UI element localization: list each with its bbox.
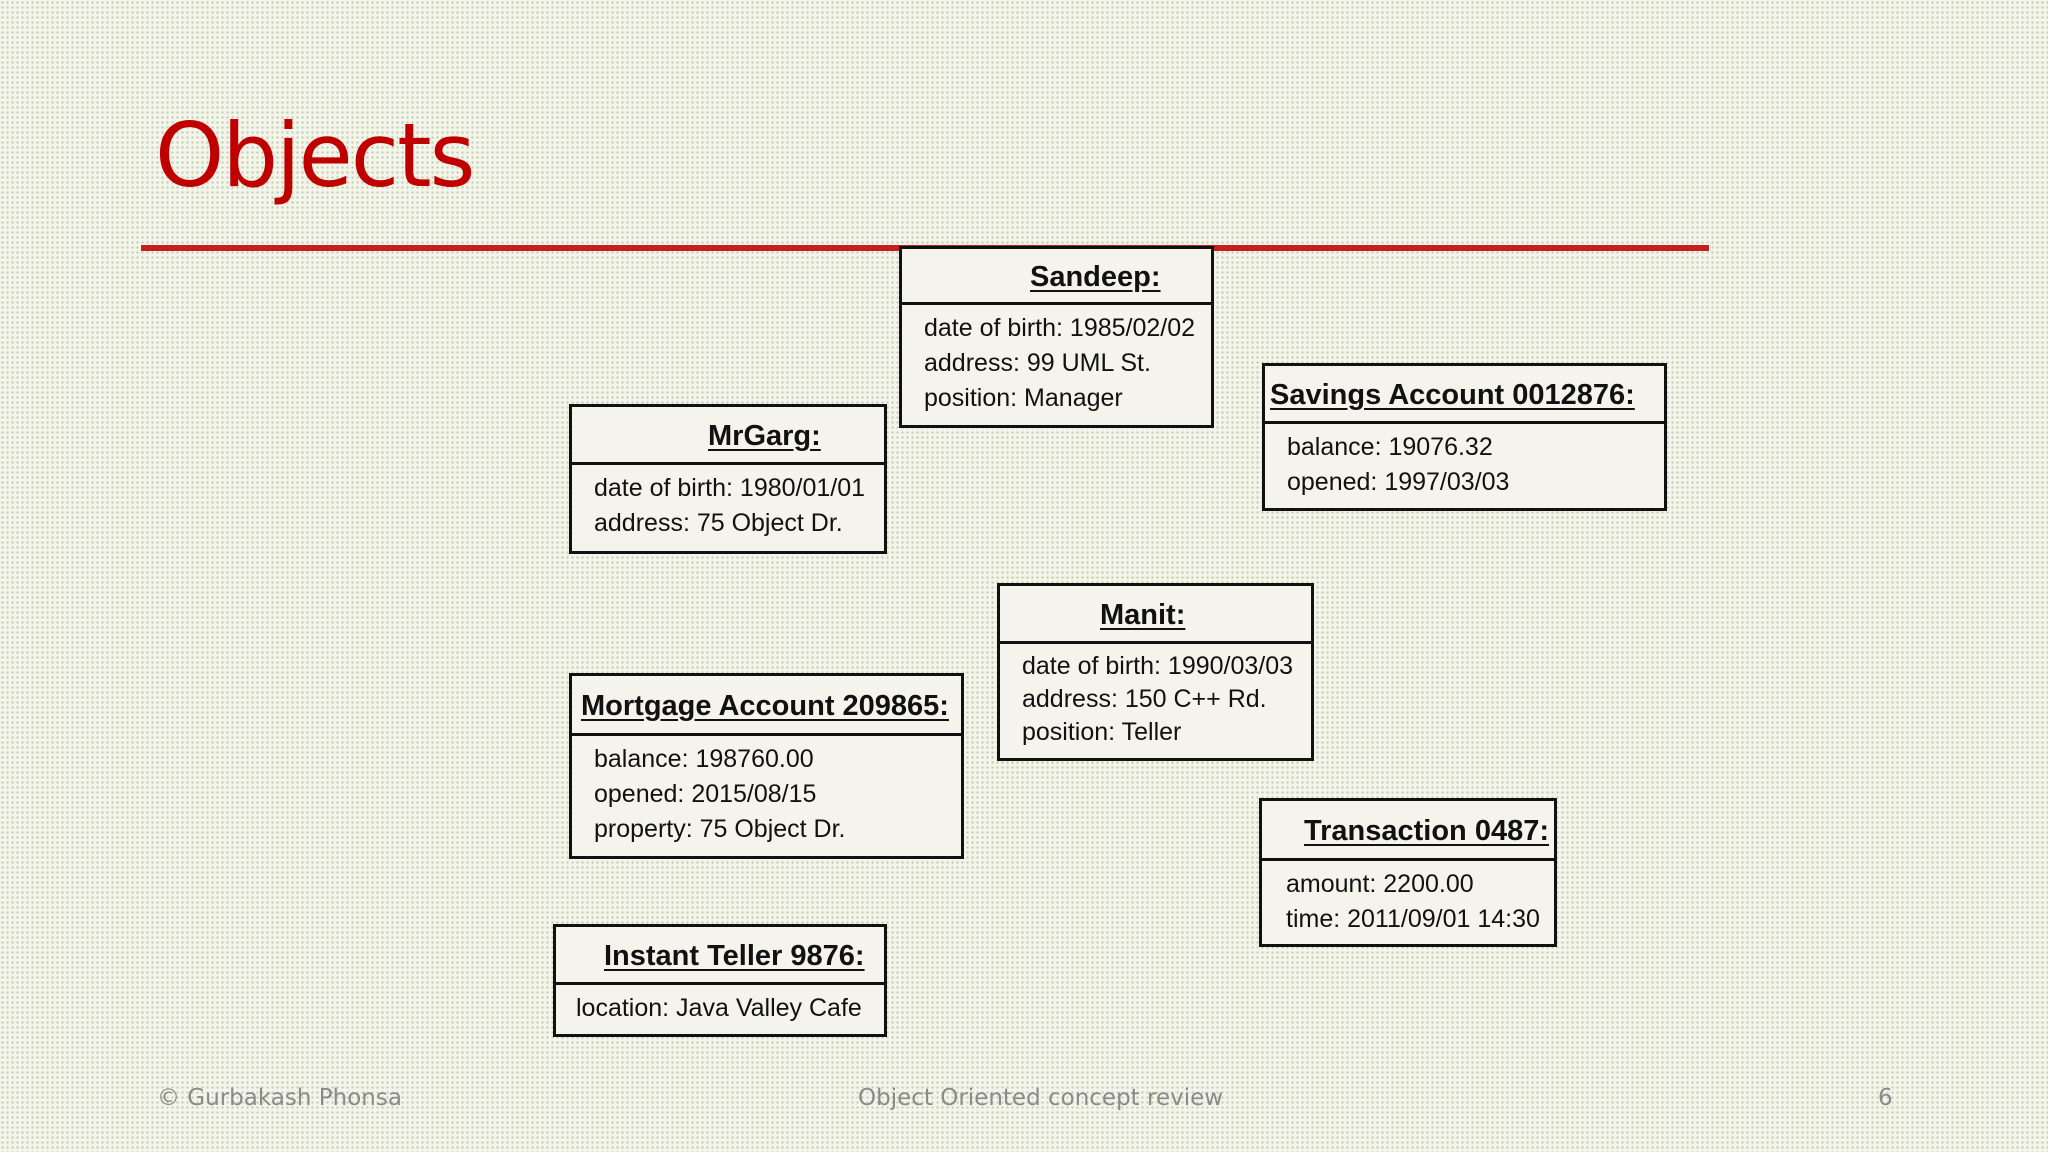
- object-attributes: [1000, 644, 1311, 749]
- object-attributes: [572, 736, 961, 847]
- object-sandeep: [899, 246, 1214, 428]
- object-transaction: [1259, 798, 1557, 947]
- object-name: Manit:: [1000, 586, 1311, 644]
- attribute: location: Java Valley Cafe: [576, 994, 862, 1022]
- object-name: MrGarg:: [572, 407, 884, 465]
- attribute: date of birth: 1985/02/02: [924, 314, 1196, 342]
- object-attributes: [1265, 424, 1664, 500]
- attribute: time: 2011/09/01 14:30: [1286, 905, 1540, 933]
- attribute: date of birth: 1980/01/01: [594, 474, 866, 502]
- object-instant-teller: [553, 924, 887, 1037]
- object-mortgage-account: [569, 673, 964, 859]
- attribute: position: Manager: [924, 384, 1123, 412]
- attribute: property: 75 Object Dr.: [594, 815, 846, 843]
- slide-title: Objects: [155, 104, 474, 207]
- object-name: Transaction 0487:: [1262, 801, 1554, 861]
- footer-author: © Gurbakash Phonsa: [157, 1085, 402, 1111]
- object-name: Sandeep:: [902, 249, 1211, 305]
- attribute: address: 150 C++ Rd.: [1022, 685, 1267, 713]
- object-name: Instant Teller 9876:: [556, 927, 884, 985]
- attribute: address: 99 UML St.: [924, 349, 1151, 377]
- attribute: balance: 19076.32: [1287, 433, 1493, 461]
- attribute: date of birth: 1990/03/03: [1022, 652, 1294, 680]
- attribute: amount: 2200.00: [1286, 870, 1474, 898]
- object-manit: [997, 583, 1314, 761]
- attribute: balance: 198760.00: [594, 745, 814, 773]
- attribute: opened: 2015/08/15: [594, 780, 817, 808]
- attribute: opened: 1997/03/03: [1287, 468, 1510, 496]
- page-number: 6: [1878, 1085, 1893, 1111]
- attribute: position: Teller: [1022, 718, 1182, 746]
- object-mrgarg: [569, 404, 887, 554]
- attribute: address: 75 Object Dr.: [594, 509, 843, 537]
- object-attributes: [1262, 861, 1554, 937]
- object-attributes: [902, 305, 1211, 416]
- object-attributes: [572, 465, 884, 541]
- object-attributes: [556, 985, 884, 1026]
- object-name: Savings Account 0012876:: [1265, 366, 1664, 424]
- object-name: Mortgage Account 209865:: [572, 676, 961, 736]
- footer-course: Object Oriented concept review: [858, 1085, 1224, 1111]
- object-savings-account: [1262, 363, 1667, 511]
